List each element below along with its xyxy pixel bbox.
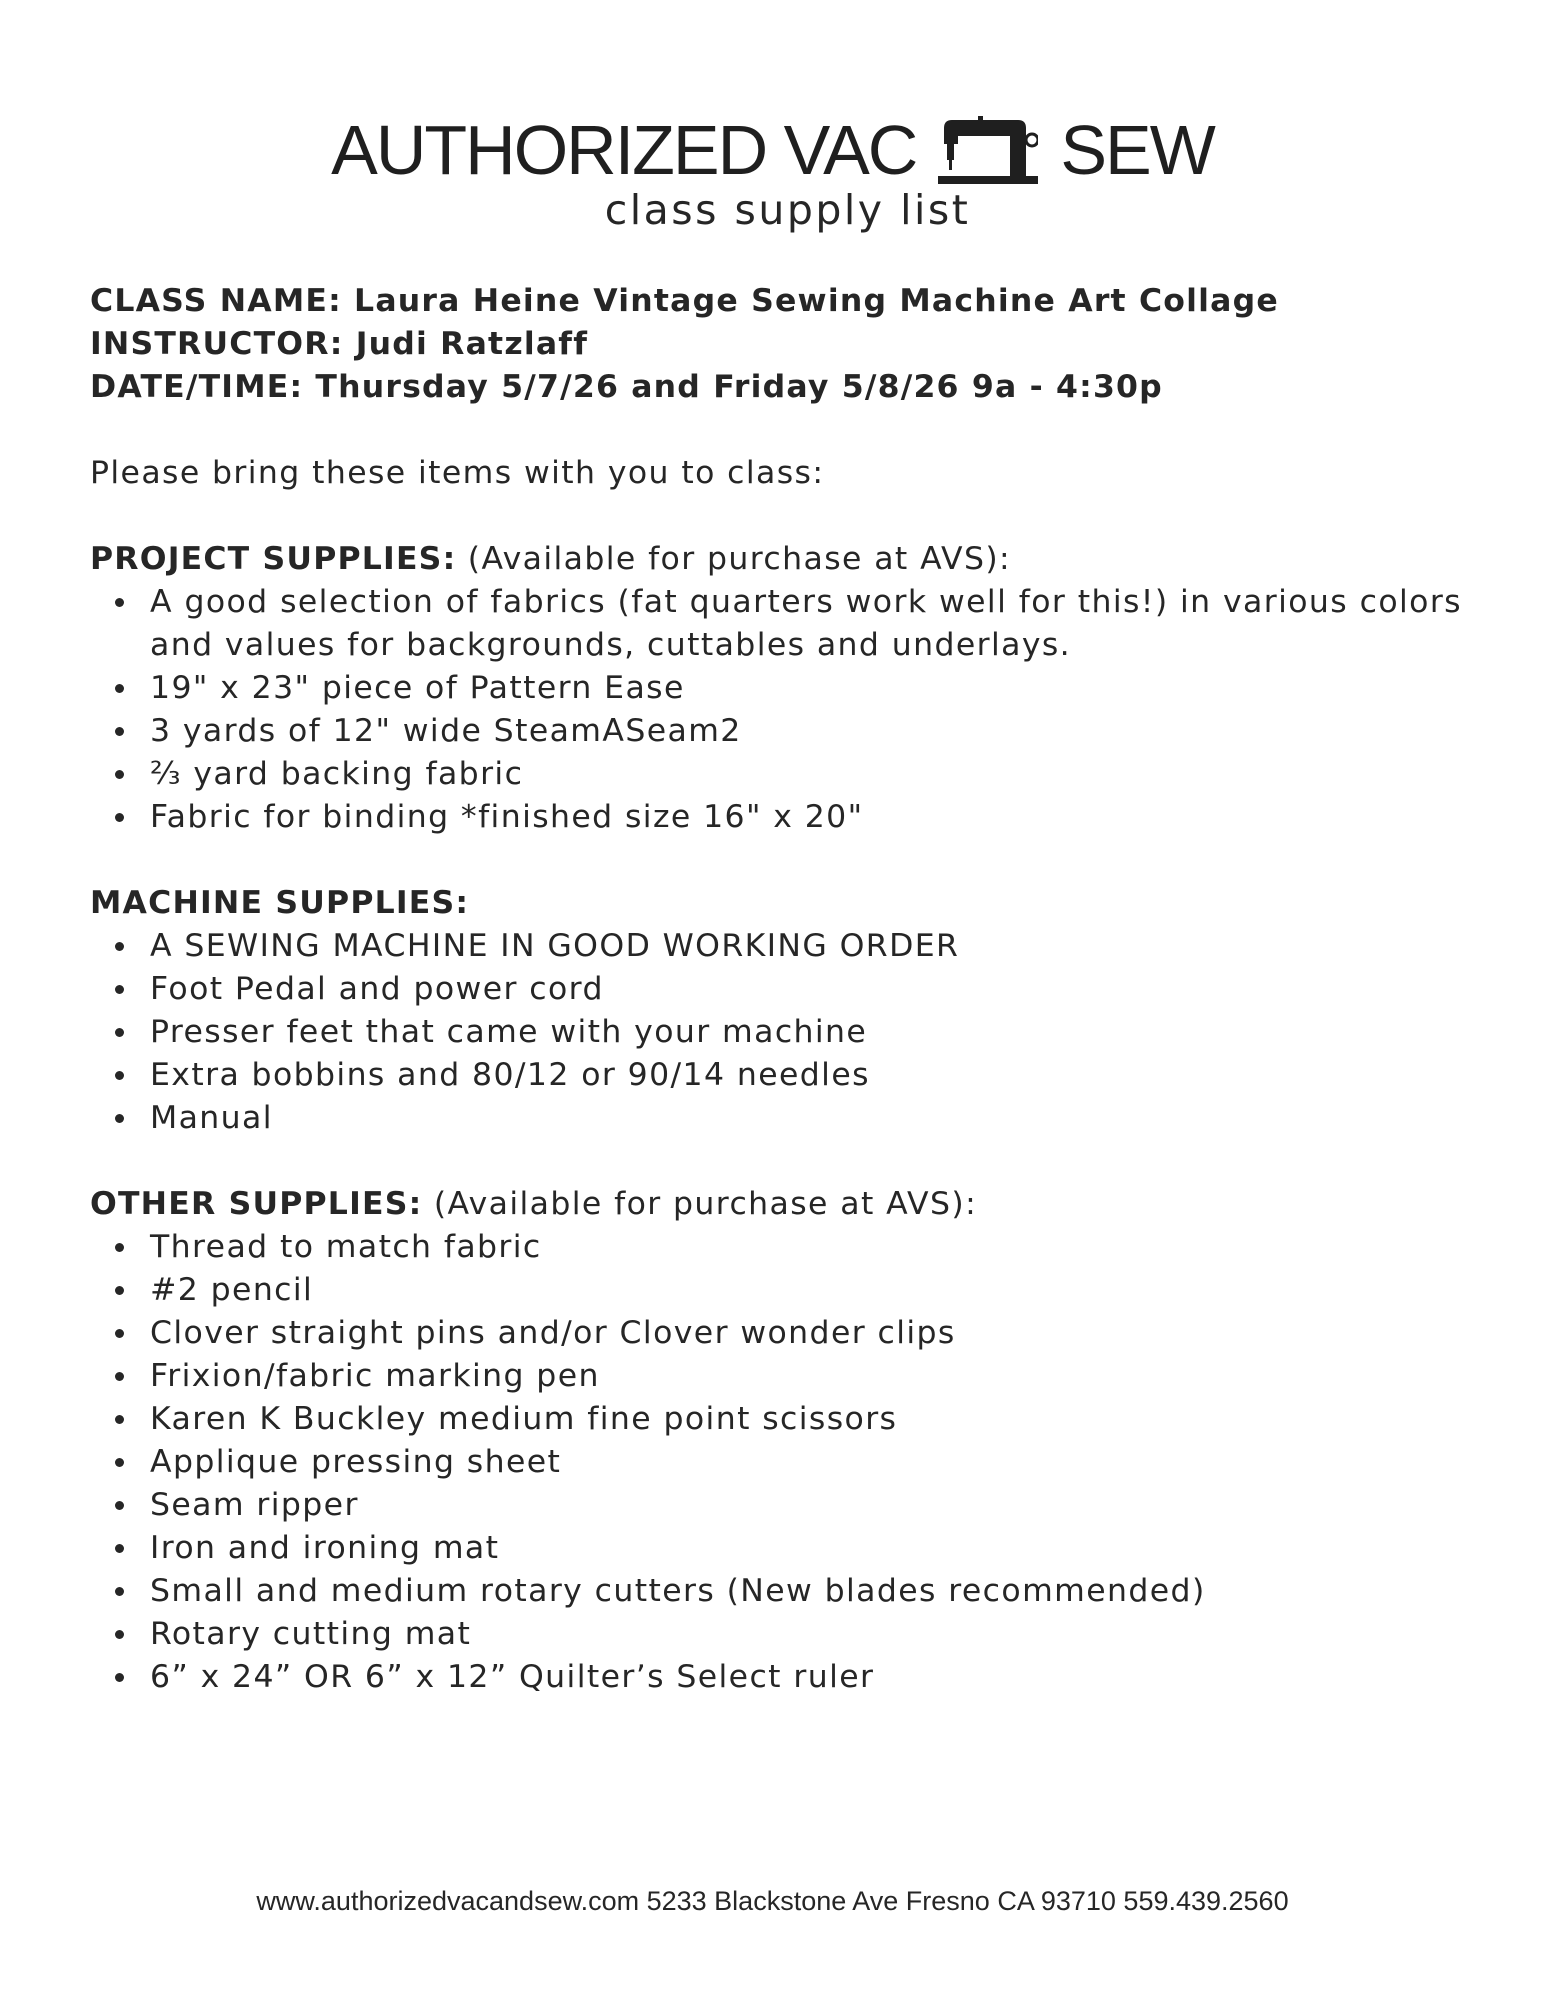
- spacer: [90, 409, 1462, 452]
- spacer: [90, 495, 1462, 538]
- list-item: #2 pencil: [150, 1269, 1462, 1312]
- section-machine-supplies: [90, 882, 1462, 1140]
- list-item: ⅔ yard backing fabric: [150, 753, 1462, 796]
- brand-logo: [0, 108, 1545, 192]
- section-heading: [90, 882, 1462, 925]
- section-note: (Available for purchase at AVS):: [422, 1186, 978, 1222]
- class-name: CLASS NAME: Laura Heine Vintage Sewing Machine Art Collage: [90, 283, 1279, 319]
- list-item: Thread to match fabric: [150, 1226, 1462, 1269]
- supply-list: [90, 925, 1462, 1140]
- intro-text: Please bring these items with you to class:: [90, 455, 825, 491]
- section-heading: [90, 538, 1462, 581]
- section-title: MACHINE SUPPLIES:: [90, 885, 470, 921]
- list-item: Applique pressing sheet: [150, 1441, 1462, 1484]
- section-heading: [90, 1183, 1462, 1226]
- list-item: Fabric for binding *finished size 16" x 20": [150, 796, 1462, 839]
- section-title: PROJECT SUPPLIES:: [90, 541, 457, 577]
- list-item: 3 yards of 12" wide SteamASeam2: [150, 710, 1462, 753]
- sewing-machine-icon: [938, 114, 1038, 186]
- spacer: [90, 839, 1462, 882]
- section-other-supplies: [90, 1183, 1462, 1699]
- spacer: [90, 1140, 1462, 1183]
- list-item: Foot Pedal and power cord: [150, 968, 1462, 1011]
- page-subtitle: class supply list: [604, 186, 971, 234]
- list-item: Seam ripper: [150, 1484, 1462, 1527]
- list-item: Karen K Buckley medium fine point scissors: [150, 1398, 1462, 1441]
- list-item: Small and medium rotary cutters (New blades recommended): [150, 1570, 1462, 1613]
- supply-list: [90, 1226, 1462, 1699]
- section-project-supplies: [90, 538, 1462, 839]
- list-item: 6” x 24” OR 6” x 12” Quilter’s Select ruler: [150, 1656, 1462, 1699]
- date-time: DATE/TIME: Thursday 5/7/26 and Friday 5/8/26 9a - 4:30p: [90, 369, 1163, 405]
- list-item: A SEWING MACHINE IN GOOD WORKING ORDER: [150, 925, 1462, 968]
- instructor: INSTRUCTOR: Judi Ratzlaff: [90, 326, 589, 362]
- brand-name-right: SEW: [1060, 111, 1214, 189]
- section-title: OTHER SUPPLIES:: [90, 1186, 423, 1222]
- supply-list-content: [90, 280, 1462, 1699]
- document-header: [0, 108, 1545, 234]
- footer-contact: www.authorizedvacandsew.com 5233 Blackstone Ave Fresno CA 93710 559.439.2560: [256, 1886, 1289, 1916]
- list-item: 19" x 23" piece of Pattern Ease: [150, 667, 1462, 710]
- list-item: Frixion/fabric marking pen: [150, 1355, 1462, 1398]
- supply-list: [90, 581, 1462, 839]
- section-note: (Available for purchase at AVS):: [456, 541, 1012, 577]
- list-item: A good selection of fabrics (fat quarters work well for this!) in various colors and values for backgrounds, cuttables and underlays.: [150, 581, 1462, 667]
- list-item: Rotary cutting mat: [150, 1613, 1462, 1656]
- list-item: Presser feet that came with your machine: [150, 1011, 1462, 1054]
- list-item: Extra bobbins and 80/12 or 90/14 needles: [150, 1054, 1462, 1097]
- brand-name-left: AUTHORIZED VAC: [331, 111, 917, 189]
- list-item: Clover straight pins and/or Clover wonder clips: [150, 1312, 1462, 1355]
- list-item: Iron and ironing mat: [150, 1527, 1462, 1570]
- list-item: Manual: [150, 1097, 1462, 1140]
